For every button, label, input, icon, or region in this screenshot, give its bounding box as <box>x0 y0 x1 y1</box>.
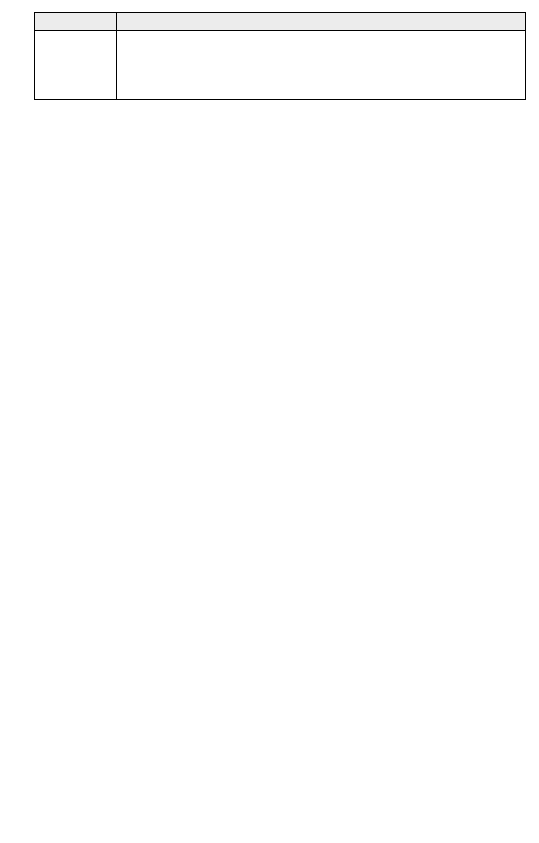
header-category <box>35 13 117 31</box>
measures-cell <box>117 31 526 100</box>
country-cell-empty <box>35 31 117 100</box>
header-measures <box>117 13 526 31</box>
table-row <box>35 31 526 100</box>
table-header-row <box>35 13 526 31</box>
entry-measures-table <box>34 12 526 100</box>
